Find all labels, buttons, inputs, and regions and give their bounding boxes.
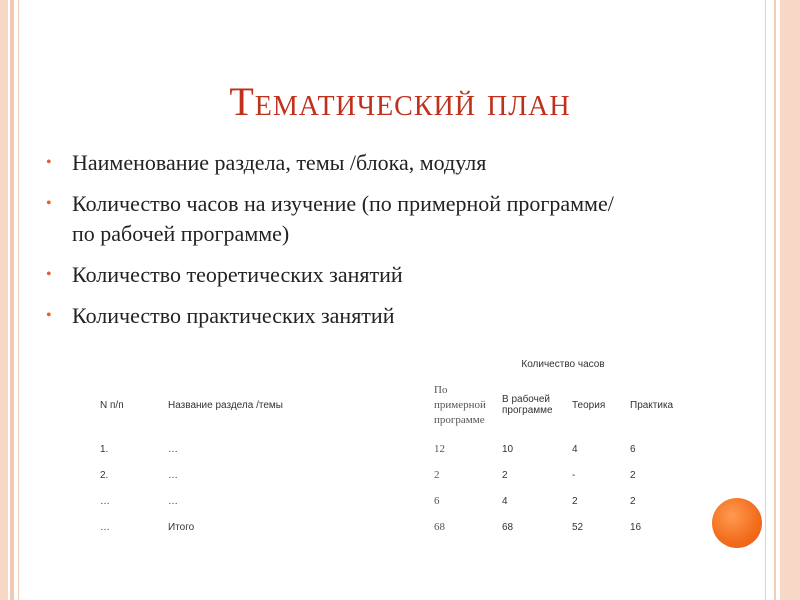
bullet-dot-icon: •: [46, 195, 52, 212]
cell: 2: [630, 469, 636, 481]
bullet-text: Количество часов на изучение (по примерной программе/по рабочей программе): [72, 191, 614, 246]
bullet-dot-icon: •: [46, 266, 52, 283]
cell: 12: [434, 443, 445, 455]
cell: 2: [572, 495, 578, 507]
cell: 6: [630, 443, 636, 455]
header-theory: Теория: [572, 399, 606, 411]
cell: 2.: [100, 469, 109, 481]
hours-group-header: Количество часов: [521, 358, 605, 370]
table-row: [96, 514, 696, 540]
cell: 2: [630, 495, 636, 507]
cell: 1.: [100, 443, 109, 455]
bullet-item: [44, 301, 624, 331]
bullet-dot-icon: •: [46, 307, 52, 324]
cell: 4: [572, 443, 578, 455]
table-row: [96, 436, 696, 462]
bullet-text: Наименование раздела, темы /блока, модуля: [72, 150, 487, 175]
bullet-item: [44, 260, 624, 290]
table-header-row: [96, 374, 696, 436]
slide-title: Тематический план: [229, 79, 571, 124]
cell: 2: [502, 469, 508, 481]
header-work: В рабочей программе: [502, 394, 553, 416]
cell: Итого: [168, 521, 195, 533]
thematic-plan-table: [96, 354, 696, 540]
table-row: [96, 462, 696, 488]
header-num: N п/п: [100, 399, 124, 411]
cell: 4: [502, 495, 508, 507]
table-row: [96, 488, 696, 514]
header-approx: По примерной программе: [434, 383, 486, 426]
cell: 10: [502, 443, 514, 455]
cell: …: [100, 495, 110, 507]
table-group-header-row: [96, 354, 696, 374]
cell: 52: [572, 521, 584, 533]
cell: …: [100, 521, 110, 533]
cell: 16: [630, 521, 642, 533]
bullet-list: [44, 148, 624, 342]
bullet-text: Количество практических занятий: [72, 303, 395, 328]
cell: 6: [434, 495, 440, 507]
header-name: Название раздела /темы: [168, 399, 283, 411]
bullet-item: [44, 148, 624, 178]
cell: 68: [502, 521, 514, 533]
cell: 68: [434, 521, 445, 533]
header-practice: Практика: [630, 399, 674, 411]
bullet-item: [44, 189, 624, 249]
cell: -: [572, 469, 576, 481]
decorative-orange-circle: [712, 498, 762, 548]
bullet-dot-icon: •: [46, 154, 52, 171]
cell: 2: [434, 469, 440, 481]
cell: …: [168, 443, 178, 455]
bullet-text: Количество теоретических занятий: [72, 262, 403, 287]
cell: …: [168, 469, 178, 481]
cell: …: [168, 495, 178, 507]
